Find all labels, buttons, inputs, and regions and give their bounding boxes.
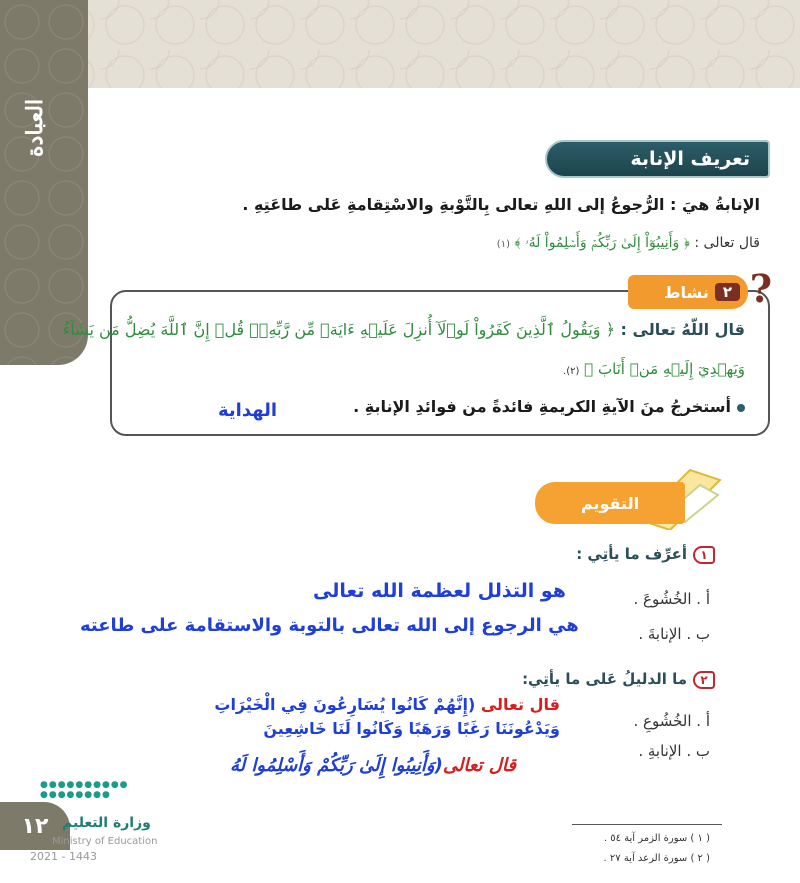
evaluation-tab [535, 482, 685, 524]
section-heading [545, 140, 770, 178]
activity-footnote-mark: (٢). [563, 366, 580, 377]
activity-task-text: أستخرجُ منَ الآيةِ الكريمةِ فائدةً من فوائدِ الإنابةِ . [353, 397, 731, 416]
ministry-name-en: Ministry of Education [52, 836, 158, 847]
activity-number: ٢ [715, 283, 740, 301]
footnote-mark: (١) [496, 239, 510, 250]
answer-2-a-lead: قال تعالى [475, 695, 560, 714]
ministry-name-ar: وزارة التعليم [62, 815, 151, 831]
question-2-prompt: ما الدليلُ عَلى ما يأتِي: [522, 670, 687, 688]
activity-answer: الهداية [218, 400, 278, 421]
answer-2-a [150, 693, 560, 741]
activity-verse-2: وَيَهۡدِيٓ إِلَيۡهِ مَنۡ أَنَابَ ﴾ [584, 360, 745, 378]
page-number: ١٢ [0, 802, 70, 850]
ministry-logo [40, 780, 160, 800]
question-1-b: ب . الإنابةَ . [638, 625, 710, 643]
section-heading-label: تعريف الإنابة [630, 148, 750, 170]
activity-verse-1: ﴿ وَيَقُولُ ٱلَّذِينَ كَفَرُواْ لَوۡلَآ أُنزِلَ عَلَيۡهِ ءَايَةٞ مِّن رَّبِّهِۦۚ قُلۡ إِنَّ ٱللَّهَ يُضِلُّ مَن يَشَآءُ [62, 320, 615, 339]
quote-line [497, 235, 760, 251]
edition-year: 2021 - 1443 [30, 850, 97, 863]
answer-2-a-verse: (إِنَّهُمْ كَانُوا يُسَارِعُونَ فِي الْخَيْرَاتِ وَيَدْعُونَنَا رَغَبًا وَرَهَبًا وَكَانُوا لَنَا خَاشِعِينَ [214, 695, 560, 738]
question-mark-icon: ? [749, 266, 772, 311]
quote-verse: ﴿ وَأَنِيبُوٓاْ إِلَىٰ رَبِّكُمۡ وَأَسۡلِمُواْ لَهُۥ ﴾ [514, 235, 690, 251]
evaluation-label: التقويم [580, 493, 640, 513]
question-2-a: أ . الخُشُوعِ . [633, 712, 710, 730]
question-1 [576, 545, 715, 564]
activity-task [353, 397, 745, 416]
side-band [0, 0, 88, 365]
definition-text: الإنابةُ هيَ : الرُّجوعُ إلى اللهِ تعالى بِالتَّوْبةِ والاسْتِقامةِ عَلى طاعَتِهِ . [242, 195, 760, 214]
unit-title: العبادة [22, 98, 48, 158]
footnote-divider [572, 824, 722, 825]
answer-2-b [230, 755, 516, 776]
activity-verse-line1 [63, 320, 745, 339]
question-1-a: أ . الخُشُوعَ . [633, 590, 710, 608]
question-2-b: ب . الإنابةِ . [638, 742, 710, 760]
logo-dots-icon: ●●●●●●●●●● ●●●●●●●● [40, 780, 129, 800]
quote-lead: قال تعالى : [689, 235, 760, 251]
answer-2-b-verse: (وَأَنِيبُوا إِلَىٰ رَبِّكُمْ وَأَسْلِمُوا لَهُ [230, 755, 443, 776]
question-1-prompt: أعرِّف ما يأتِي : [576, 545, 687, 563]
question-1-number: ١ [693, 546, 715, 564]
question-2-number: ٢ [693, 671, 715, 689]
activity-tab [628, 275, 748, 309]
answer-1-a: هو التذلل لعظمة الله تعالى [313, 580, 566, 602]
activity-lead: قال اللّهُ تعالى : [614, 320, 745, 339]
activity-label: نشاط [663, 282, 709, 302]
answer-2-b-lead: قال تعالى [442, 755, 516, 776]
footnote-1: ( ١ ) سورة الزمر آية ٥٤ . [603, 833, 710, 844]
footnote-2: ( ٢ ) سورة الرعد آية ٢٧ . [603, 853, 710, 864]
question-2 [522, 670, 715, 689]
header-pattern [0, 0, 800, 88]
activity-verse-line2 [563, 360, 745, 378]
answer-1-b: هي الرجوع إلى الله تعالى بالتوبة والاستقامة على طاعته [80, 615, 579, 636]
bullet-icon [737, 404, 745, 412]
